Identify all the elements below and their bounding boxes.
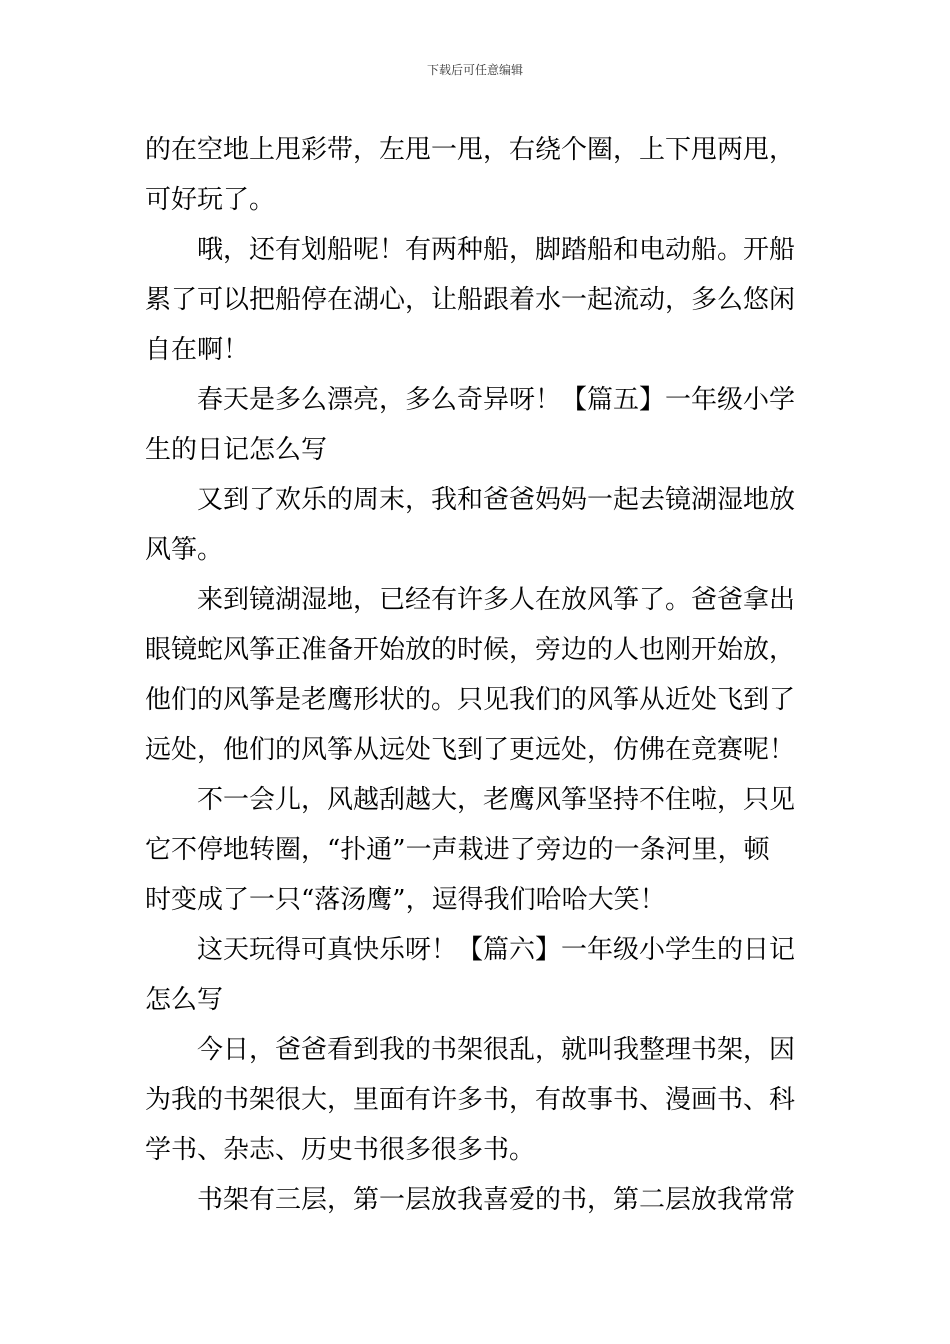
paragraph bbox=[145, 475, 807, 575]
paragraph bbox=[145, 375, 807, 475]
text-line: 哦，还有划船呢！有两种船，脚踏船和电动船。开船 bbox=[197, 235, 796, 265]
text-line: 的在空地上甩彩带，左甩一甩，右绕个圈，上下甩两甩， bbox=[145, 135, 796, 165]
text-line: 来到镜湖湿地，已经有许多人在放风筝了。爸爸拿出 bbox=[197, 585, 796, 615]
text-line: 它不停地转圈，“扑通”一声栽进了旁边的一条河里，顿 bbox=[145, 835, 770, 865]
text-line: 自在啊！ bbox=[145, 335, 250, 365]
paragraph bbox=[145, 225, 807, 375]
paragraph bbox=[145, 575, 807, 775]
text-line: 眼镜蛇风筝正准备开始放的时候，旁边的人也刚开始放， bbox=[145, 635, 796, 665]
text-line: 学书、杂志、历史书很多很多书。 bbox=[145, 1135, 536, 1165]
text-line: 今日，爸爸看到我的书架很乱，就叫我整理书架，因 bbox=[197, 1035, 796, 1065]
text-line: 累了可以把船停在湖心，让船跟着水一起流动，多么悠闲 bbox=[145, 285, 796, 315]
paragraph bbox=[145, 775, 807, 925]
text-line: 远处，他们的风筝从远处飞到了更远处，仿佛在竞赛呢！ bbox=[145, 735, 796, 765]
text-line: 不一会儿，风越刮越大，老鹰风筝坚持不住啦，只见 bbox=[197, 785, 796, 815]
paragraph bbox=[145, 1025, 807, 1175]
text-line: 生的日记怎么写 bbox=[145, 435, 328, 465]
text-line: 春天是多么漂亮，多么奇异呀！【篇五】一年级小学 bbox=[197, 385, 796, 415]
text-line: 风筝。 bbox=[145, 535, 224, 565]
document-body bbox=[145, 125, 807, 1225]
text-line: 可好玩了。 bbox=[145, 185, 276, 215]
text-line: 怎么写 bbox=[145, 985, 224, 1015]
paragraph bbox=[145, 125, 807, 225]
text-line: 为我的书架很大，里面有许多书，有故事书、漫画书、科 bbox=[145, 1085, 796, 1115]
text-line: 这天玩得可真快乐呀！【篇六】一年级小学生的日记 bbox=[197, 935, 796, 965]
paragraph bbox=[145, 1175, 807, 1225]
text-line: 时变成了一只“落汤鹰”，逗得我们哈哈大笑！ bbox=[145, 885, 666, 915]
text-line: 书架有三层，第一层放我喜爱的书，第二层放我常常 bbox=[197, 1185, 796, 1215]
text-line: 他们的风筝是老鹰形状的。只见我们的风筝从近处飞到了 bbox=[145, 685, 796, 715]
paragraph bbox=[145, 925, 807, 1025]
text-line: 又到了欢乐的周末，我和爸爸妈妈一起去镜湖湿地放 bbox=[197, 485, 796, 515]
header-note: 下载后可任意编辑 bbox=[426, 63, 523, 77]
